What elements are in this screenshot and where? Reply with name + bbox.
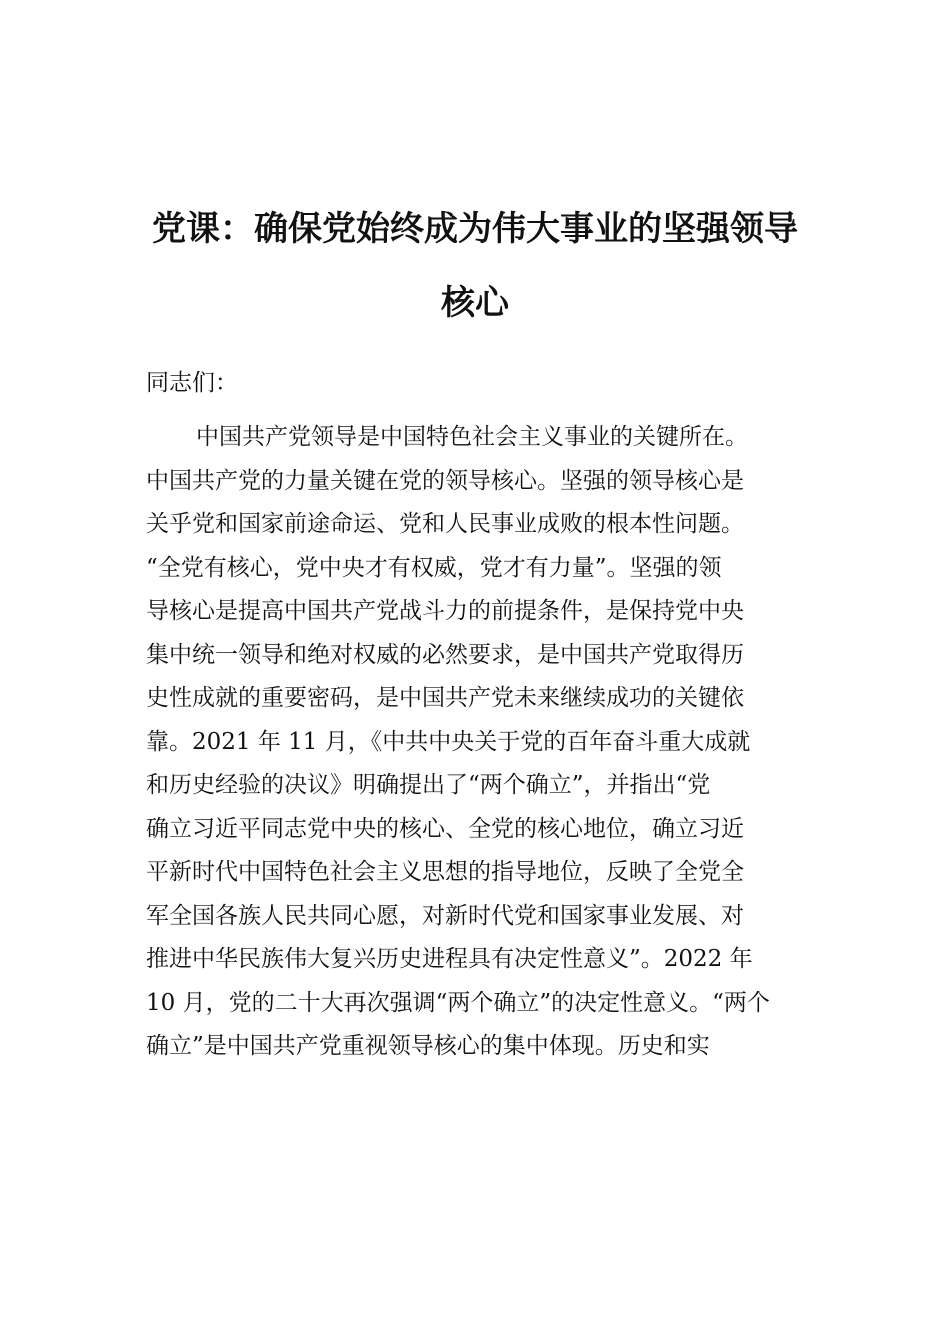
body-line: 关乎党和国家前途命运、党和人民事业成败的根本性问题。 bbox=[146, 511, 744, 537]
body-line: 确立”是中国共产党重视领导核心的集中体现。历史和实 bbox=[146, 1033, 710, 1059]
body-line: 中国共产党领导是中国特色社会主义事业的关键所在。 bbox=[196, 424, 748, 450]
body-line: 推进中华民族伟大复兴历史进程具有决定性意义”。2022 年 bbox=[146, 946, 753, 972]
document-title bbox=[120, 192, 830, 340]
body-line: 军全国各族人民共同心愿，对新时代党和国家事业发展、对 bbox=[146, 902, 744, 929]
body-line: 导核心是提高中国共产党战斗力的前提条件，是保持党中央 bbox=[146, 598, 744, 624]
body-line: 确立习近平同志党中央的核心、全党的核心地位，确立习近 bbox=[146, 815, 744, 842]
body-line: 中国共产党的力量关键在党的领导核心。坚强的领导核心是 bbox=[146, 467, 744, 494]
salutation: 同志们： bbox=[146, 370, 238, 396]
title-line-2: 核心 bbox=[441, 283, 509, 323]
body-line: 和历史经验的决议》明确提出了“两个确立”，并指出“党 bbox=[146, 772, 711, 798]
body-line: 10 月，党的二十大再次强调“两个确立”的决定性意义。“两个 bbox=[146, 989, 770, 1016]
body-line: “全党有核心，党中央才有权威，党才有力量”。坚强的领 bbox=[146, 554, 722, 581]
body-line: 史性成就的重要密码，是中国共产党未来继续成功的关键依 bbox=[146, 685, 744, 711]
title-line-1: 党课：确保党始终成为伟大事业的坚强领导 bbox=[152, 209, 798, 249]
body-line: 平新时代中国特色社会主义思想的指导地位，反映了全党全 bbox=[146, 859, 744, 885]
body-paragraph bbox=[146, 416, 836, 1069]
body-line: 靠。2021 年 11 月，《中共中央关于党的百年奋斗重大成就 bbox=[146, 728, 751, 755]
body-line: 集中统一领导和绝对权威的必然要求，是中国共产党取得历 bbox=[146, 641, 744, 668]
